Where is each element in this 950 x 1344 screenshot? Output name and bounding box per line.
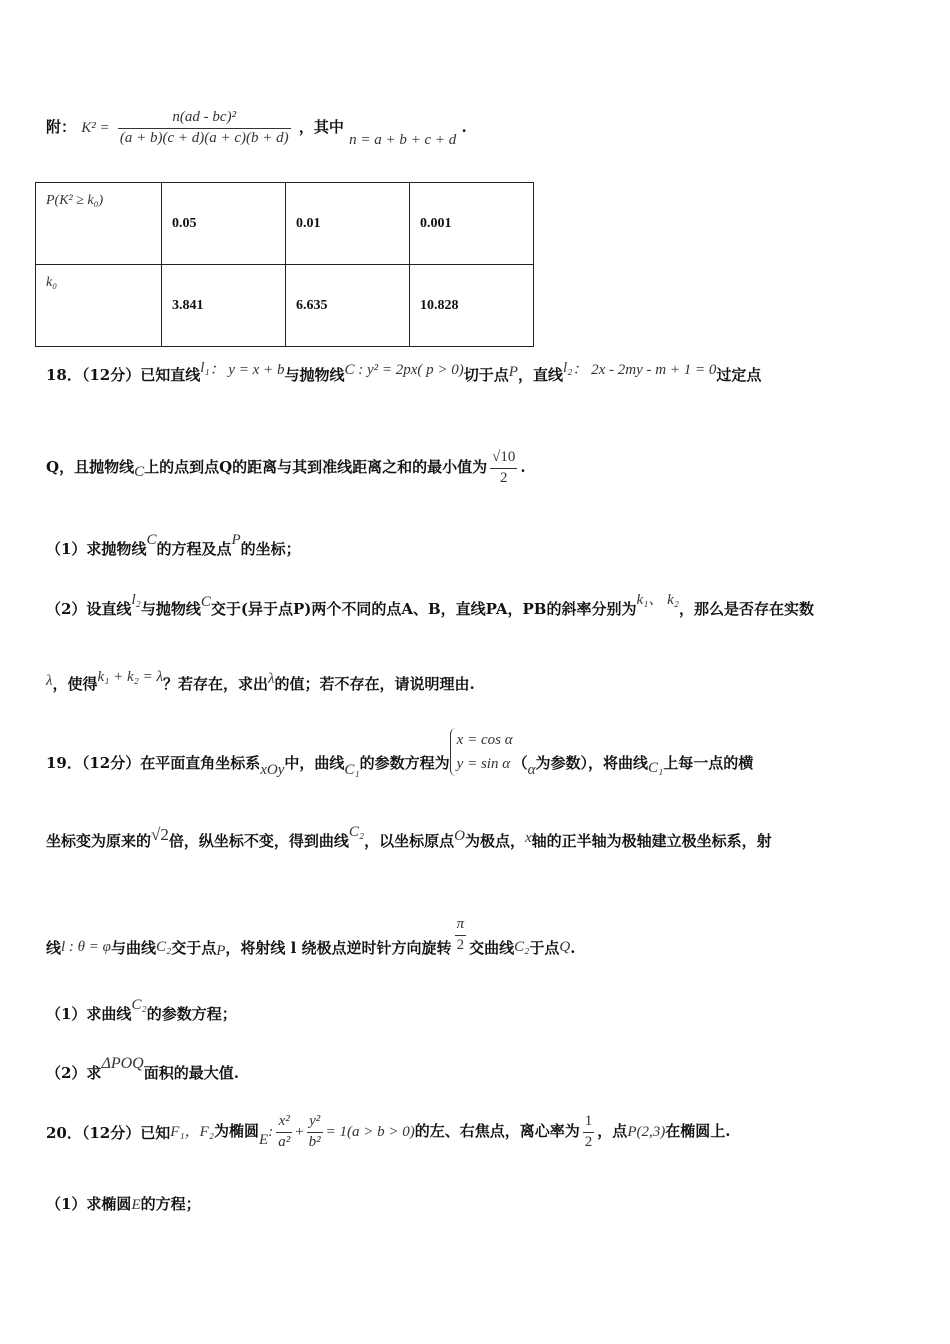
q19-line-1 bbox=[46, 728, 753, 776]
origin-o: O bbox=[454, 828, 465, 844]
q18-line-1 bbox=[46, 360, 762, 385]
q18-text: 交于(异于点P)两个不同的点A、B，直线PA，PB的斜率分别为 bbox=[210, 600, 637, 618]
q19-text: （ bbox=[512, 754, 528, 772]
curve-c1: C₁ bbox=[344, 762, 360, 778]
q18-text: 过定点 bbox=[716, 366, 762, 384]
curve-c: C bbox=[134, 464, 145, 480]
alpha-symbol: α bbox=[527, 762, 536, 778]
q18-text: 与抛物线 bbox=[140, 600, 201, 618]
y-term-fraction bbox=[307, 1112, 323, 1152]
q19-line-2 bbox=[46, 824, 772, 851]
k-squared-lhs: K² = bbox=[81, 120, 110, 136]
rotation-fraction bbox=[455, 915, 467, 955]
q18-text: 切于点 bbox=[463, 366, 509, 384]
q18-text: 与抛物线 bbox=[284, 366, 345, 384]
curve-c: C bbox=[200, 594, 211, 610]
table-cell: 3.841 bbox=[162, 265, 286, 347]
q20-text: ，点 bbox=[597, 1122, 628, 1140]
fraction-numerator: x² bbox=[276, 1112, 292, 1133]
appendix-line bbox=[46, 108, 467, 148]
fraction-numerator: √10 bbox=[490, 448, 517, 469]
q19-text: 与曲线 bbox=[110, 939, 156, 957]
sqrt-two: √2 bbox=[151, 825, 169, 844]
lambda-symbol: λ bbox=[46, 673, 53, 689]
fraction-numerator: y² bbox=[307, 1112, 323, 1133]
q20-text: 在椭圆上. bbox=[665, 1122, 731, 1140]
q19-text: ，以坐标原点 bbox=[364, 832, 455, 850]
q19-text: 面积的最大值. bbox=[143, 1064, 239, 1082]
q18-text: ，那么是否存在实数 bbox=[678, 600, 814, 618]
k-squared-denominator: (a + b)(c + d)(a + c)(b + d) bbox=[119, 129, 289, 146]
point-p: P bbox=[231, 532, 241, 548]
q19-text: 的参数方程； bbox=[146, 1005, 237, 1023]
curve-c2: C₂ bbox=[131, 997, 147, 1013]
curve-c: C bbox=[146, 532, 157, 548]
q19-text: 于点 bbox=[529, 939, 560, 957]
q19-text: 为参数），将曲线 bbox=[535, 754, 648, 772]
table-cell: 0.05 bbox=[162, 183, 286, 265]
parametric-system bbox=[450, 728, 513, 776]
l2-equation: ： 2x - 2my - m + 1 = 0 bbox=[572, 362, 717, 378]
fraction-denominator: a² bbox=[278, 1133, 291, 1150]
slopes-k1-k2: k₁、 k₂ bbox=[636, 592, 679, 608]
fraction-denominator: 2 bbox=[500, 469, 508, 486]
point-q: Q bbox=[559, 939, 571, 955]
table-head-probability: P(K² ≥ k₀) bbox=[36, 183, 162, 265]
q19-part-1 bbox=[46, 997, 237, 1024]
q20-text: 的左、右焦点，离心率为 bbox=[414, 1122, 580, 1140]
fraction-numerator: π bbox=[455, 915, 467, 936]
q18-text: 的方程及点 bbox=[156, 540, 232, 558]
q19-text: 上每一点的横 bbox=[663, 754, 754, 772]
q18-text: （2）设直线 bbox=[46, 600, 132, 618]
q18-text: . bbox=[520, 458, 526, 476]
fraction-denominator: b² bbox=[308, 1133, 321, 1150]
q19-text: 中，曲线 bbox=[284, 754, 345, 772]
ellipse-e: E bbox=[259, 1132, 269, 1148]
q19-text: 为极点， bbox=[464, 832, 525, 850]
q18-line-2 bbox=[46, 448, 526, 488]
k-squared-numerator: n(ad - bc)² bbox=[118, 108, 291, 129]
point-p: P bbox=[216, 943, 226, 959]
q19-text: （1）求曲线 bbox=[46, 1005, 132, 1023]
q18-text: 的值；若不存在，请说明理由. bbox=[274, 675, 475, 693]
slope-sum-equation: k₁ + k₂ = λ bbox=[97, 669, 164, 685]
l1-symbol: l₁ bbox=[200, 360, 210, 376]
q19-text: 交曲线 bbox=[469, 939, 515, 957]
parabola-equation: C : y² = 2px( p > 0) bbox=[344, 362, 464, 378]
q20-text: 20．（12分）已知 bbox=[46, 1124, 171, 1142]
param-x: x = cos α bbox=[456, 732, 513, 748]
param-y: y = sin α bbox=[456, 756, 511, 772]
ellipse-e: E bbox=[131, 1197, 141, 1213]
table-cell: 6.635 bbox=[286, 265, 410, 347]
l2-symbol: l₂ bbox=[131, 592, 141, 608]
q18-text: ？若存在，求出 bbox=[163, 675, 269, 693]
q19-text: 线 bbox=[46, 939, 62, 957]
q19-text: （2）求 bbox=[46, 1064, 102, 1082]
table-row bbox=[36, 183, 534, 265]
q19-part-2 bbox=[46, 1055, 239, 1083]
k-squared-fraction bbox=[118, 108, 291, 148]
q20-text: 为椭圆 bbox=[214, 1122, 260, 1140]
fraction-denominator: 2 bbox=[456, 936, 465, 953]
coordinate-system: xOy bbox=[260, 762, 285, 778]
fraction-denominator: 2 bbox=[584, 1133, 593, 1150]
table-cell: 0.01 bbox=[286, 183, 410, 265]
q18-text: 18．（12分）已知直线 bbox=[46, 366, 201, 384]
q20-part-1 bbox=[46, 1193, 201, 1214]
table-head-k0: k₀ bbox=[36, 265, 162, 347]
fraction-numerator: 1 bbox=[583, 1112, 595, 1133]
critical-value-table bbox=[35, 182, 534, 347]
x-axis-symbol: x bbox=[524, 830, 532, 846]
q18-part-2 bbox=[46, 592, 814, 619]
q18-part-1 bbox=[46, 532, 301, 559]
appendix-prefix: 附： bbox=[46, 118, 77, 136]
l2-symbol: l₂ bbox=[562, 360, 573, 376]
q19-text: 19．（12分）在平面直角坐标系 bbox=[46, 754, 261, 772]
point-p: P bbox=[508, 364, 518, 380]
curve-c2: C₂ bbox=[348, 824, 365, 840]
l1-equation: ： y = x + b bbox=[209, 362, 285, 378]
x-term-fraction bbox=[276, 1112, 292, 1152]
q18-text: ，直线 bbox=[517, 366, 563, 384]
plus-sign: + bbox=[295, 1124, 304, 1140]
q18-text: 的坐标； bbox=[240, 540, 301, 558]
table-cell: 10.828 bbox=[410, 265, 534, 347]
q19-text: 坐标变为原来的 bbox=[46, 832, 152, 850]
q19-text: 轴的正半轴为极轴建立极坐标系，射 bbox=[531, 832, 772, 850]
triangle-poq: ΔPOQ bbox=[101, 1055, 144, 1072]
q20-line-1 bbox=[46, 1112, 730, 1152]
colon: : bbox=[268, 1124, 274, 1140]
ellipse-equation-rhs: = 1(a > b > 0) bbox=[325, 1124, 415, 1140]
eccentricity-fraction bbox=[583, 1112, 595, 1152]
appendix-mid: ，其中 bbox=[298, 118, 344, 136]
table-row bbox=[36, 265, 534, 347]
n-definition: n = a + b + c + d bbox=[349, 132, 457, 148]
curve-c2: C₂ bbox=[514, 939, 530, 955]
q18-text: （1）求抛物线 bbox=[46, 540, 147, 558]
q18-text: Q，且抛物线 bbox=[46, 458, 135, 476]
q19-text: 交于点 bbox=[171, 939, 217, 957]
q20-text: 的方程； bbox=[140, 1195, 201, 1213]
foci-f1-f2: F₁，F₂ bbox=[170, 1124, 215, 1140]
q19-text: ，将射线 l 绕极点逆时针方向旋转 bbox=[225, 939, 452, 957]
curve-c1: C₁ bbox=[647, 760, 664, 776]
q19-text: . bbox=[570, 939, 576, 957]
curve-c2: C₂ bbox=[155, 939, 172, 955]
point-p-coordinates: P(2,3) bbox=[627, 1124, 666, 1140]
q18-text: ，使得 bbox=[52, 675, 98, 693]
lambda-symbol: λ bbox=[268, 671, 275, 687]
q18-text: 上的点到点Q的距离与其到准线距离之和的最小值为 bbox=[144, 458, 488, 476]
appendix-end: . bbox=[461, 118, 467, 136]
q19-text: 倍，纵坐标不变，得到曲线 bbox=[168, 832, 349, 850]
q20-text: （1）求椭圆 bbox=[46, 1195, 132, 1213]
q18-part-2-cont bbox=[46, 669, 475, 694]
ray-equation: l : θ = φ bbox=[61, 939, 111, 955]
min-value-fraction bbox=[490, 448, 517, 488]
q19-text: 的参数方程为 bbox=[359, 754, 450, 772]
table-cell: 0.001 bbox=[410, 183, 534, 265]
q19-line-3 bbox=[46, 915, 576, 959]
